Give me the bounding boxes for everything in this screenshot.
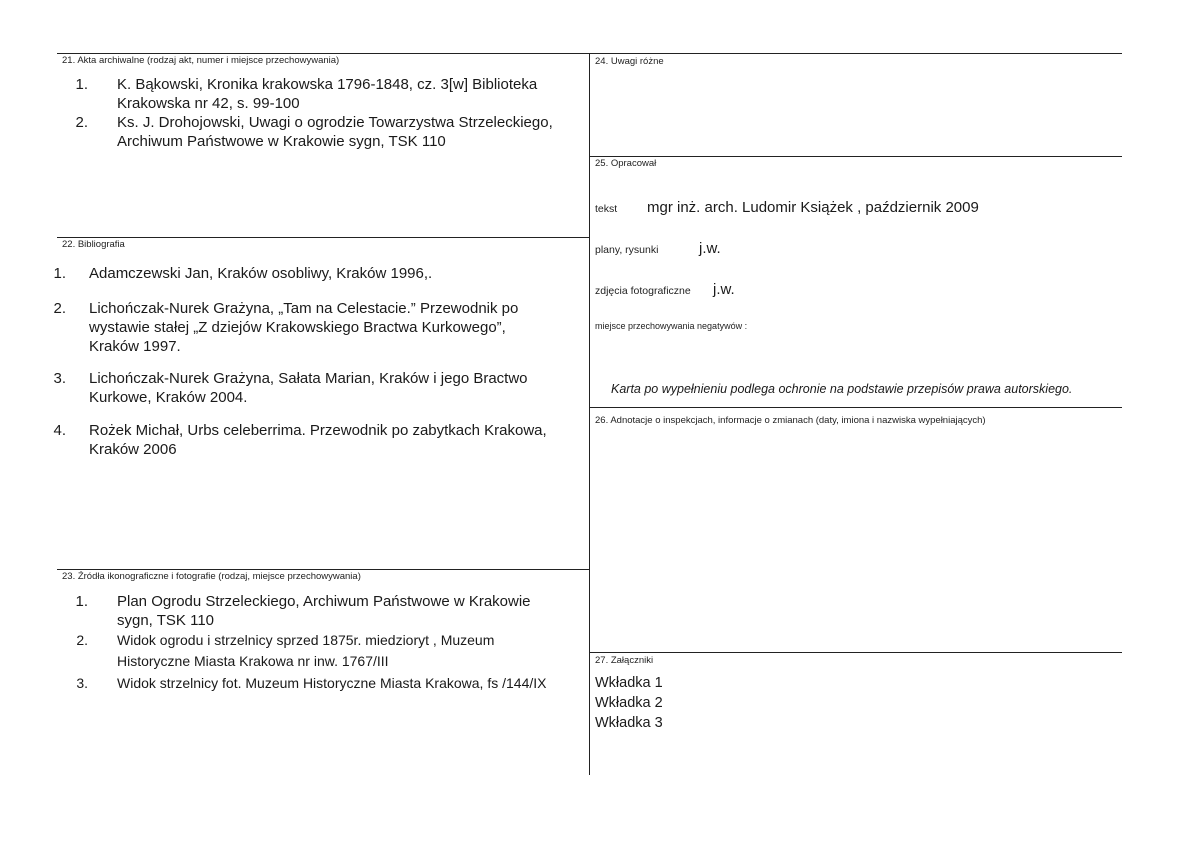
item-line: sygn, TSK 110 [117,612,215,629]
rule-22 [57,237,589,238]
rule-25 [589,156,1122,157]
item-line: Plan Ogrodu Strzeleckiego, Archiwum Państwowe w Krakowie [117,593,531,610]
item-number: 2. [53,300,66,317]
attachment-item: Wkładka 1 [595,675,663,691]
zdjecia-label: zdjęcia fotograficzne [595,285,691,297]
section-24-header: 24. Uwagi różne [595,56,664,67]
item-line: Widok strzelnicy fot. Muzeum Historyczne Miasta Krakowa, fs /144/IX [117,675,547,691]
item-number: 1. [75,593,88,610]
attachment-item: Wkładka 2 [595,695,663,711]
plany-label: plany, rysunki [595,244,659,256]
negatywy-label: miejsce przechowywania negatywów : [595,321,748,331]
section-27-header: 27. Załączniki [595,655,654,666]
tekst-value: mgr inż. arch. Ludomir Książek , październik 2009 [647,199,979,216]
item-line: wystawie stałej „Z dziejów Krakowskiego Bractwa Kurkowego”, [89,319,506,336]
attachment-item: Wkładka 3 [595,715,663,731]
section-25-header: 25. Opracował [595,158,657,169]
rule-26 [589,407,1122,408]
item-line: Kraków 2006 [89,441,177,458]
item-line: Krakowska nr 42, s. 99-100 [117,95,300,112]
item-line: Adamczewski Jan, Kraków osobliwy, Kraków 1996,. [89,265,433,282]
section-26-header: 26. Adnotacje o inspekcjach, informacje o zmianach (daty, imiona i nazwiska wypełniających) [595,415,986,426]
item-line: K. Bąkowski, Kronika krakowska 1796-1848, cz. 3[w] Biblioteka [117,76,538,93]
item-number: 4. [53,422,66,439]
item-line: Archiwum Państwowe w Krakowie sygn, TSK 110 [117,133,446,150]
item-line: Lichończak-Nurek Grażyna, „Tam na Celestacie.” Przewodnik po [89,300,519,317]
item-line: Widok ogrodu i strzelnicy sprzed 1875r. miedzioryt , Muzeum [117,632,495,648]
item-number: 2. [75,114,88,131]
item-line: Lichończak-Nurek Grażyna, Sałata Marian, Kraków i jego Bractwo [89,370,528,387]
item-number: 3. [76,675,88,691]
item-line: Rożek Michał, Urbs celeberrima. Przewodnik po zabytkach Krakowa, [89,422,547,439]
section-22-header: 22. Bibliografia [62,239,125,250]
item-number: 3. [53,370,66,387]
rule-23 [57,569,589,570]
column-divider [589,53,590,775]
copyright-note: Karta po wypełnieniu podlega ochronie na podstawie przepisów prawa autorskiego. [611,382,1073,396]
section-23-header: 23. Źródła ikonograficzne i fotografie (rodzaj, miejsce przechowywania) [62,571,361,582]
tekst-label: tekst [595,203,618,215]
section-21-header: 21. Akta archiwalne (rodzaj akt, numer i miejsce przechowywania) [62,55,340,66]
rule-27 [589,652,1122,653]
item-number: 1. [53,265,66,282]
plany-value: j.w. [699,240,721,257]
item-line: Kurkowe, Kraków 2004. [89,389,248,406]
item-line: Ks. J. Drohojowski, Uwagi o ogrodzie Towarzystwa Strzeleckiego, [117,114,553,131]
item-line: Historyczne Miasta Krakowa nr inw. 1767/III [117,653,389,669]
item-number: 2. [76,632,88,648]
zdjecia-value: j.w. [713,281,735,298]
item-number: 1. [75,76,88,93]
item-line: Kraków 1997. [89,338,181,355]
